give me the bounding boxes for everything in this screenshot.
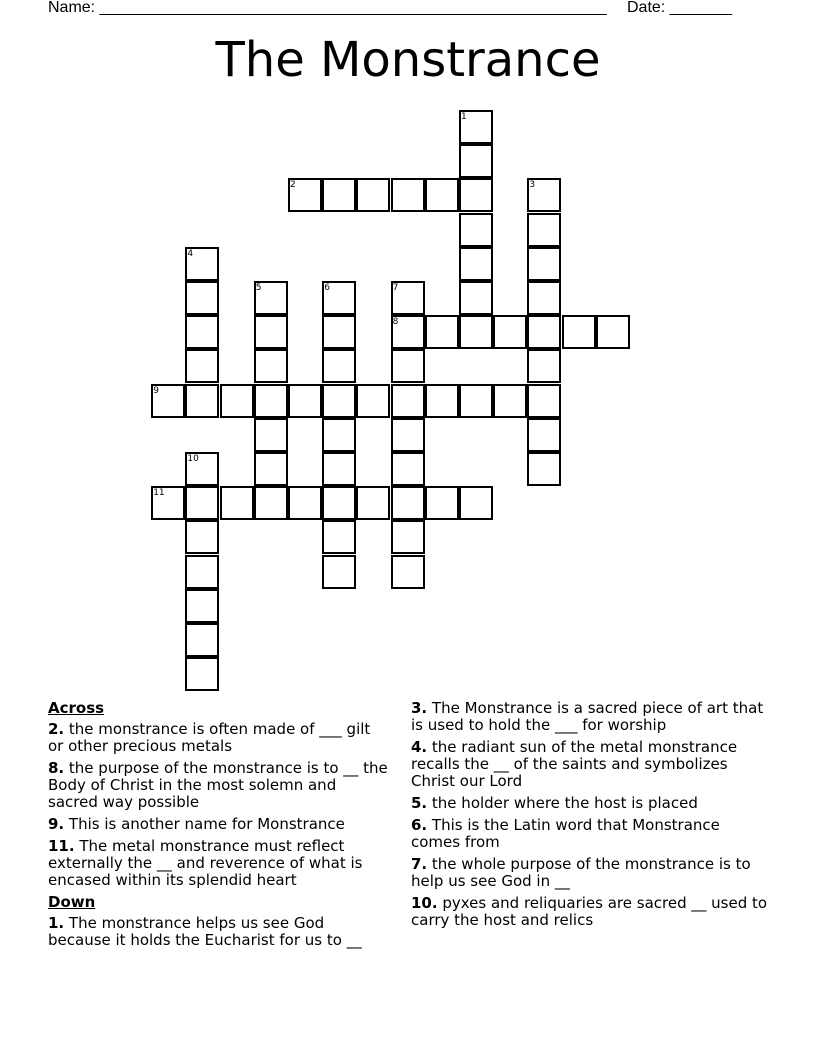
clue-text: This is the Latin word that Monstrance comes from bbox=[411, 816, 720, 851]
grid-cell[interactable] bbox=[391, 452, 425, 486]
clue-down-1 bbox=[48, 915, 388, 949]
grid-cell[interactable] bbox=[185, 623, 219, 657]
grid-cell[interactable] bbox=[391, 349, 425, 383]
grid-cell[interactable] bbox=[459, 213, 493, 247]
grid-number-4: 4 bbox=[187, 248, 194, 259]
name-field: Name: _________________________________________________________ bbox=[48, 0, 607, 16]
grid-cell[interactable] bbox=[356, 486, 390, 520]
grid-cell[interactable] bbox=[459, 144, 493, 178]
grid-cell[interactable] bbox=[562, 315, 596, 349]
grid-cell[interactable] bbox=[185, 384, 219, 418]
grid-cell[interactable] bbox=[185, 486, 219, 520]
clues-column-left bbox=[48, 700, 388, 954]
grid-cell[interactable] bbox=[527, 213, 561, 247]
grid-cell[interactable] bbox=[254, 452, 288, 486]
grid-cell[interactable] bbox=[322, 452, 356, 486]
grid-number-10: 10 bbox=[187, 454, 199, 464]
grid-cell[interactable] bbox=[596, 315, 630, 349]
grid-cell[interactable] bbox=[322, 418, 356, 452]
clue-across-11 bbox=[48, 838, 388, 889]
clue-down-3 bbox=[411, 700, 771, 734]
grid-cell[interactable] bbox=[254, 349, 288, 383]
grid-cell[interactable] bbox=[220, 486, 254, 520]
grid-cell[interactable] bbox=[322, 555, 356, 589]
grid-cell[interactable] bbox=[425, 384, 459, 418]
grid-cell[interactable] bbox=[459, 315, 493, 349]
clue-text: the radiant sun of the metal monstrance recalls the __ of the saints and symbolizes Christ our Lord bbox=[411, 738, 738, 790]
grid-cell[interactable] bbox=[254, 315, 288, 349]
grid-cell[interactable] bbox=[322, 178, 356, 212]
grid-cell[interactable] bbox=[391, 486, 425, 520]
clue-text: The metal monstrance must reflect externally the __ and reverence of what is encased within its splendid heart bbox=[48, 837, 363, 889]
grid-number-9: 9 bbox=[153, 385, 159, 396]
clue-number: 3. bbox=[411, 699, 428, 717]
grid-cell[interactable] bbox=[459, 486, 493, 520]
grid-cell[interactable] bbox=[288, 486, 322, 520]
grid-cell[interactable] bbox=[459, 247, 493, 281]
grid-cell[interactable] bbox=[185, 589, 219, 623]
grid-cell[interactable] bbox=[527, 418, 561, 452]
grid-cell[interactable] bbox=[185, 349, 219, 383]
grid-cell[interactable] bbox=[459, 384, 493, 418]
grid-cell[interactable] bbox=[356, 384, 390, 418]
grid-cell[interactable] bbox=[185, 555, 219, 589]
clue-down-4 bbox=[411, 739, 771, 790]
across-heading: Across bbox=[48, 699, 105, 717]
clue-text: pyxes and reliquaries are sacred __ used to carry the host and relics bbox=[411, 894, 768, 929]
grid-number-7: 7 bbox=[392, 283, 399, 293]
grid-cell[interactable] bbox=[391, 384, 425, 418]
clue-number: 4. bbox=[411, 738, 428, 756]
clue-down-7 bbox=[411, 856, 771, 890]
clue-text: This is another name for Monstrance bbox=[68, 815, 345, 833]
clue-text: The Monstrance is a sacred piece of art that is used to hold the ___ for worship bbox=[411, 699, 764, 734]
grid-cell[interactable] bbox=[527, 452, 561, 486]
grid-cell[interactable] bbox=[527, 384, 561, 418]
grid-cell[interactable] bbox=[527, 315, 561, 349]
grid-number-11: 11 bbox=[153, 488, 165, 499]
grid-cell[interactable] bbox=[493, 384, 527, 418]
clue-text: the holder where the host is placed bbox=[431, 794, 698, 812]
clue-text: the purpose of the monstrance is to __ the Body of Christ in the most solemn and sacred way possible bbox=[48, 759, 388, 811]
clue-number: 5. bbox=[411, 794, 428, 812]
grid-number-2: 2 bbox=[290, 180, 296, 191]
grid-cell[interactable] bbox=[459, 178, 493, 212]
puzzle-title: The Monstrance bbox=[215, 32, 601, 88]
grid-cell[interactable] bbox=[425, 178, 459, 212]
grid-cell[interactable] bbox=[254, 486, 288, 520]
clue-number: 7. bbox=[411, 855, 428, 873]
grid-cell[interactable] bbox=[425, 315, 459, 349]
grid-cell[interactable] bbox=[220, 384, 254, 418]
grid-number-8: 8 bbox=[392, 317, 399, 328]
clue-down-6 bbox=[411, 817, 771, 851]
clue-number: 1. bbox=[48, 914, 65, 932]
grid-cell[interactable] bbox=[425, 486, 459, 520]
grid-cell[interactable] bbox=[391, 520, 425, 554]
clue-text: the monstrance is often made of ___ gilt or other precious metals bbox=[48, 720, 371, 755]
grid-cell[interactable] bbox=[185, 281, 219, 315]
grid-number-6: 6 bbox=[324, 283, 330, 293]
grid-cell[interactable] bbox=[459, 281, 493, 315]
grid-cell[interactable] bbox=[322, 486, 356, 520]
clue-number: 9. bbox=[48, 815, 65, 833]
grid-cell[interactable] bbox=[391, 555, 425, 589]
grid-cell[interactable] bbox=[322, 384, 356, 418]
grid-cell[interactable] bbox=[527, 247, 561, 281]
clues-column-right bbox=[411, 700, 771, 934]
clue-number: 2. bbox=[48, 720, 65, 738]
grid-number-5: 5 bbox=[255, 283, 262, 293]
grid-cell[interactable] bbox=[527, 281, 561, 315]
grid-cell[interactable] bbox=[288, 384, 322, 418]
grid-cell[interactable] bbox=[322, 349, 356, 383]
grid-cell[interactable] bbox=[185, 315, 219, 349]
grid-number-3: 3 bbox=[529, 180, 536, 191]
clue-number: 8. bbox=[48, 759, 65, 777]
clue-text: the whole purpose of the monstrance is to help us see God in __ bbox=[411, 855, 751, 890]
grid-cell[interactable] bbox=[322, 520, 356, 554]
clue-number: 6. bbox=[411, 816, 428, 834]
grid-cell[interactable] bbox=[527, 349, 561, 383]
grid-cell[interactable] bbox=[322, 315, 356, 349]
grid-cell[interactable] bbox=[254, 418, 288, 452]
down-heading: Down bbox=[48, 893, 96, 911]
clue-number: 10. bbox=[411, 894, 438, 912]
date-field: Date: _______ bbox=[627, 0, 732, 16]
grid-cell[interactable] bbox=[493, 315, 527, 349]
grid-cell[interactable] bbox=[391, 178, 425, 212]
grid-cell[interactable] bbox=[391, 418, 425, 452]
grid-cell[interactable] bbox=[185, 520, 219, 554]
grid-cell[interactable] bbox=[356, 178, 390, 212]
clue-across-2 bbox=[48, 721, 388, 755]
clue-down-10 bbox=[411, 895, 771, 929]
clue-across-8 bbox=[48, 760, 388, 811]
grid-number-1: 1 bbox=[461, 112, 467, 122]
clue-down-5 bbox=[411, 795, 771, 812]
clue-across-9 bbox=[48, 816, 388, 833]
clue-number: 11. bbox=[48, 837, 75, 855]
grid-cell[interactable] bbox=[254, 384, 288, 418]
clue-text: The monstrance helps us see God because it holds the Eucharist for us to __ bbox=[48, 914, 362, 949]
grid-cell[interactable] bbox=[185, 657, 219, 691]
